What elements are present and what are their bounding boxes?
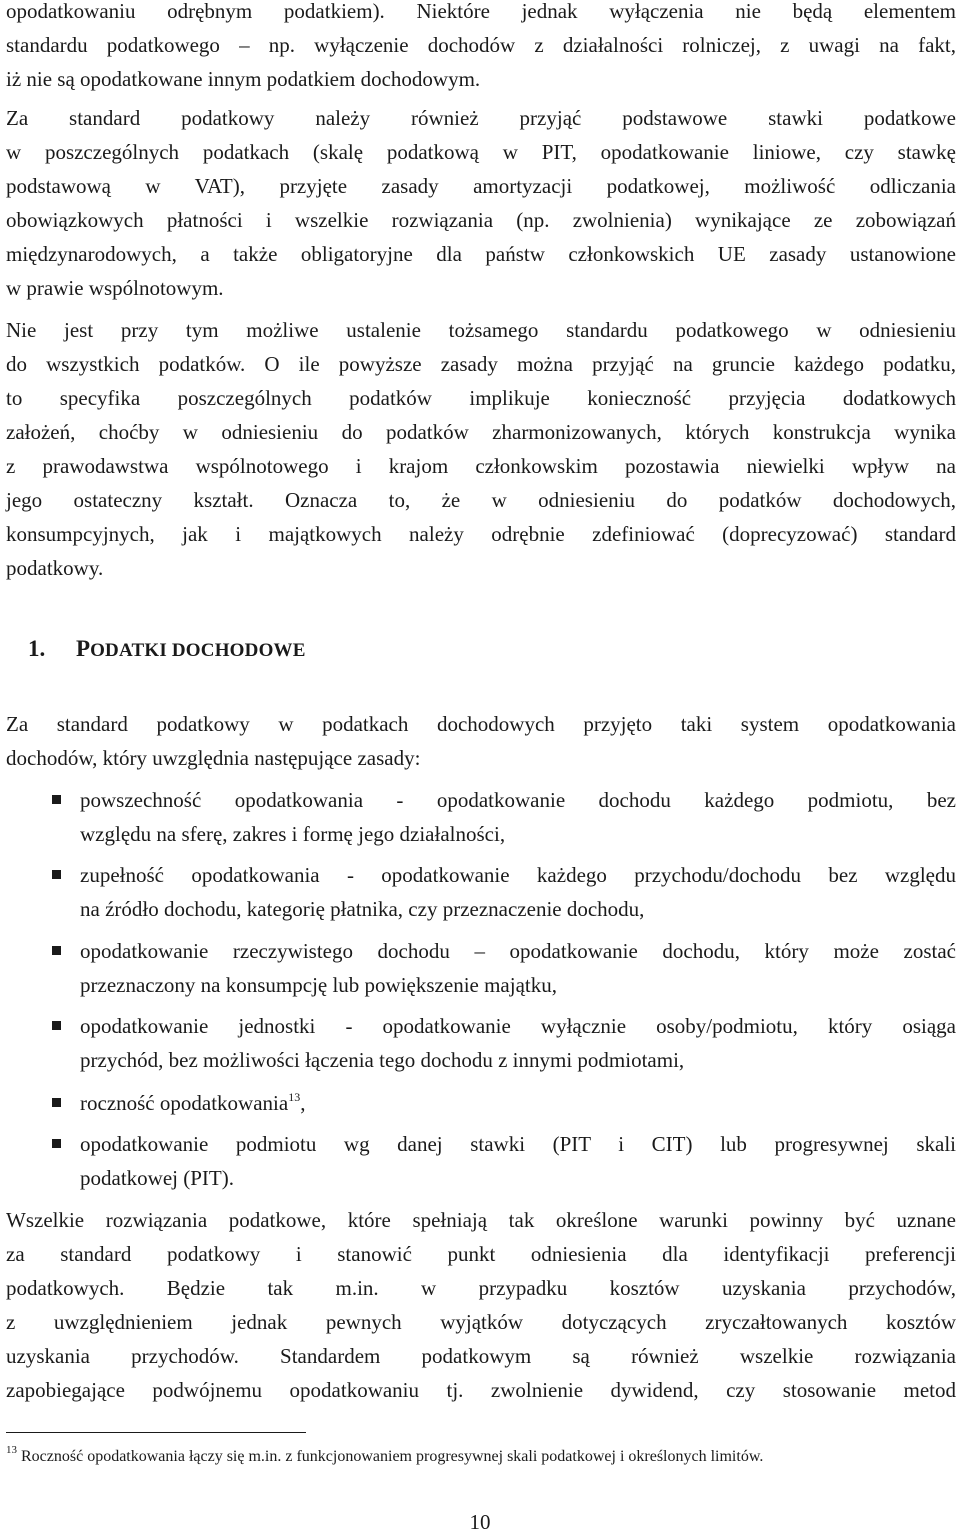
text-line: międzynarodowych, a także obligatoryjne dla państw członkowskich UE zasady ustanowione [6,242,956,266]
text-line: jego ostateczny kształt. Oznacza to, że w odniesieniu do podatków dochodowych, [6,488,956,512]
section-number: 1. [28,636,46,661]
footnote [6,1446,763,1468]
footnote-divider [6,1432,306,1433]
list-item [6,783,956,851]
text-line: dochodów, który uwzględnia następujące zasady: [6,746,421,770]
text-line: w prawie wspólnotowym. [6,276,224,300]
paragraph-income-tax-standard [6,707,956,775]
section-heading [28,632,306,668]
list-item-suffix: , [300,1091,306,1115]
text-line: Za standard podatkowy należy również przyjąć podstawowe stawki podatkowe [6,106,956,130]
list-item-text: roczność opodatkowania [80,1091,289,1115]
text-line: podatkowych. Będzie tak m.in. w przypadku kosztów uzyskania przychodów, [6,1276,956,1300]
list-item [6,858,956,926]
list-item [6,1127,956,1195]
text-line: podstawową w VAT), przyjęte zasady amortyzacji podatkowej, możliwość odliczania [6,174,956,198]
paragraph-no-identical-standard [6,313,956,585]
text-line: zupełność opodatkowania - opodatkowanie każdego przychodu/dochodu bez względu [80,863,956,887]
section-title-first-letter: P [76,636,91,661]
square-bullet-icon [52,1098,61,1107]
text-line: opodatkowanie podmiotu wg danej stawki (PIT i CIT) lub progresywnej skali [80,1132,956,1156]
text-line: za standard podatkowy i stanowić punkt odniesienia dla identyfikacji preferencji [6,1242,956,1266]
list-item [6,1009,956,1077]
footnote-reference[interactable]: 13 [288,1090,301,1104]
text-line: obowiązkowych płatności i wszelkie rozwiązania (np. zwolnienia) wynikające ze zobowiązań [6,208,956,232]
footnote-number: 13 [6,1444,17,1456]
text-line: zapobiegające podwójnemu opodatkowaniu tj. zwolnienie dywidend, czy stosowanie metod [6,1378,956,1402]
paragraph-standard-rates [6,101,956,305]
section-title-rest: ODATKI DOCHODOWE [90,640,306,661]
intro-paragraph [6,0,956,96]
text-line: przychód, bez możliwości łączenia tego dochodu z innymi podmiotami, [80,1048,685,1072]
square-bullet-icon [52,1021,61,1030]
square-bullet-icon [52,1139,61,1148]
text-line: opodatkowaniu odrębnym podatkiem). Niektóre jednak wyłączenia nie będą elementem [6,0,956,23]
square-bullet-icon [52,870,61,879]
text-line: Za standard podatkowy w podatkach dochodowych przyjęto taki system opodatkowania [6,712,956,736]
text-line: standardu podatkowego – np. wyłączenie dochodów z działalności rolniczej, z uwagi na fakt, [6,33,956,57]
text-line: do wszystkich podatków. O ile powyższe zasady można przyjąć na gruncie każdego podatku, [6,352,956,376]
text-line: założeń, choćby w odniesieniu do podatków zharmonizowanych, których konstrukcja wynika [6,420,956,444]
text-line: na źródło dochodu, kategorię płatnika, czy przeznaczenie dochodu, [80,897,645,921]
text-line: Wszelkie rozwiązania podatkowe, które spełniają tak określone warunki powinny być uznane [6,1208,956,1232]
list-item [6,1086,956,1120]
text-line: z prawodawstwa wspólnotowego i krajom członkowskim pozostawia niewielki wpływ na [6,454,956,478]
text-line: to specyfika poszczególnych podatków implikuje konieczność przyjęcia dodatkowych [6,386,956,410]
text-line: względu na sferę, zakres i formę jego działalności, [80,822,506,846]
square-bullet-icon [52,795,61,804]
text-line [80,1086,956,1120]
list-item [6,934,956,1002]
text-line: konsumpcyjnych, jak i majątkowych należy odrębnie zdefiniować (doprecyzować) standard [6,522,956,546]
text-line: przeznaczony na konsumpcję lub powiększenie majątku, [80,973,557,997]
text-line: Nie jest przy tym możliwe ustalenie tożsamego standardu podatkowego w odniesieniu [6,318,956,342]
page-number: 10 [469,1510,491,1534]
text-line: iż nie są opodatkowane innym podatkiem dochodowym. [6,67,481,91]
square-bullet-icon [52,946,61,955]
text-line: podatkowej (PIT). [80,1166,234,1190]
text-line: podatkowy. [6,556,104,580]
text-line: powszechność opodatkowania - opodatkowanie dochodu każdego podmiotu, bez [80,788,956,812]
paragraph-tax-solutions [6,1203,956,1407]
footnote-text: Roczność opodatkowania łączy się m.in. z funkcjonowaniem progresywnej skali podatkowej i określonych limitów. [21,1448,764,1465]
text-line: opodatkowanie jednostki - opodatkowanie wyłącznie osoby/podmiotu, który osiąga [80,1014,956,1038]
text-line: opodatkowanie rzeczywistego dochodu – opodatkowanie dochodu, który może zostać [80,939,956,963]
text-line: uzyskania przychodów. Standardem podatkowym są również wszelkie rozwiązania [6,1344,956,1368]
text-line: z uwzględnieniem jednak pewnych wyjątków dotyczących zryczałtowanych kosztów [6,1310,956,1334]
text-line: w poszczególnych podatkach (skalę podatkową w PIT, opodatkowanie liniowe, czy stawkę [6,140,956,164]
